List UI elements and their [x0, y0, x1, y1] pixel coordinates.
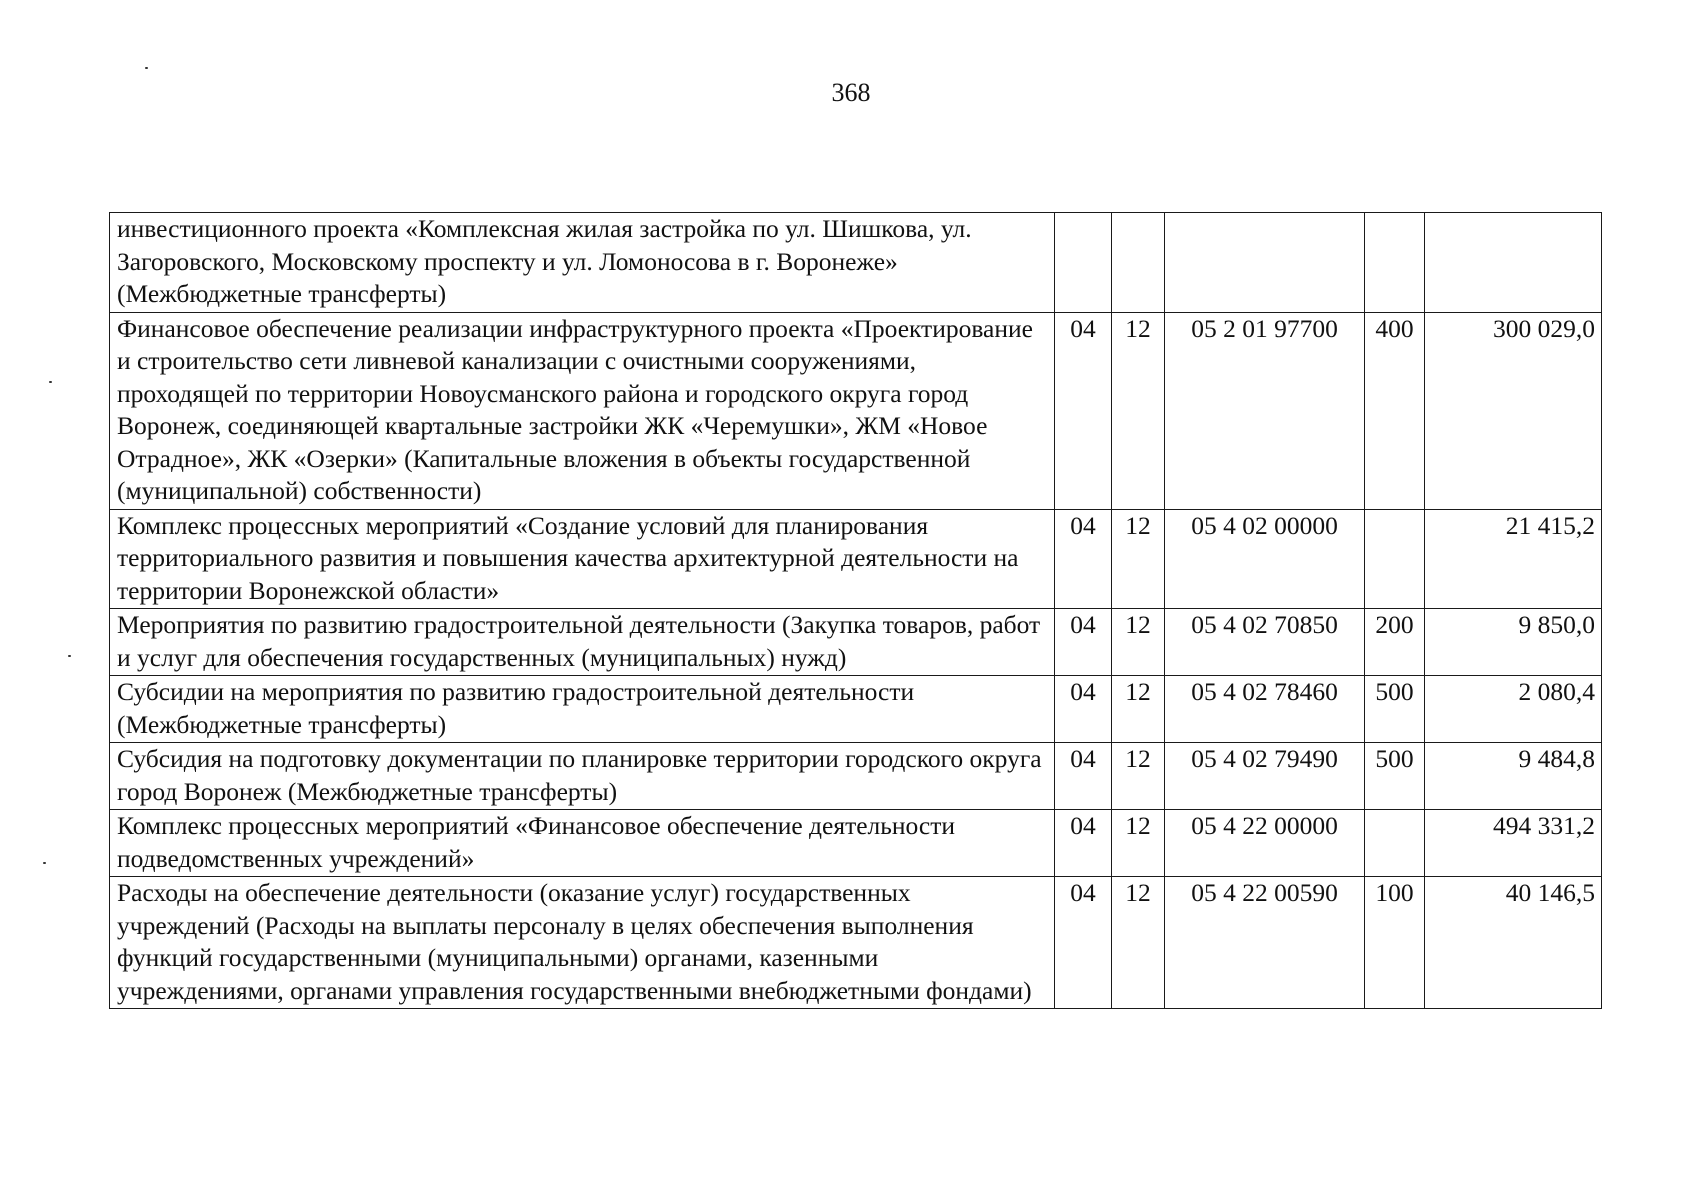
row-amount: 300 029,0 — [1425, 312, 1602, 509]
table-row — [110, 877, 1602, 1009]
row-target-article: 05 4 22 00000 — [1165, 810, 1365, 877]
table-row — [110, 509, 1602, 609]
row-subsection-code: 12 — [1112, 609, 1165, 676]
row-target-article: 05 4 22 00590 — [1165, 877, 1365, 1009]
row-description: Субсидии на мероприятия по развитию градостроительной деятельности (Межбюджетные трансферты) — [110, 676, 1055, 743]
row-amount: 40 146,5 — [1425, 877, 1602, 1009]
row-target-article: 05 4 02 79490 — [1165, 743, 1365, 810]
row-section-code — [1055, 213, 1112, 313]
row-expense-type — [1365, 213, 1425, 313]
row-subsection-code: 12 — [1112, 810, 1165, 877]
row-section-code: 04 — [1055, 509, 1112, 609]
scan-speck — [43, 862, 46, 864]
row-subsection-code — [1112, 213, 1165, 313]
row-section-code: 04 — [1055, 312, 1112, 509]
row-amount: 494 331,2 — [1425, 810, 1602, 877]
table-row — [110, 213, 1602, 313]
row-description: Финансовое обеспечение реализации инфраструктурного проекта «Проектирование и строительство сети ливневой канализации с очистными сооружениями, проходящей по территории Новоусманского района и городского округа город Воронеж, соединяющей квартальные застройки ЖК «Черемушки», ЖМ «Новое Отрадное», ЖК «Озерки» (Капитальные вложения в объекты государственной (муниципальной) собственности) — [110, 312, 1055, 509]
table-row — [110, 810, 1602, 877]
row-section-code: 04 — [1055, 877, 1112, 1009]
row-subsection-code: 12 — [1112, 877, 1165, 1009]
scan-speck — [145, 67, 148, 69]
row-expense-type: 500 — [1365, 676, 1425, 743]
row-amount: 2 080,4 — [1425, 676, 1602, 743]
table-body — [110, 213, 1602, 1009]
row-expense-type: 500 — [1365, 743, 1425, 810]
row-expense-type: 400 — [1365, 312, 1425, 509]
row-expense-type — [1365, 810, 1425, 877]
row-amount: 9 850,0 — [1425, 609, 1602, 676]
row-section-code: 04 — [1055, 743, 1112, 810]
row-target-article: 05 4 02 70850 — [1165, 609, 1365, 676]
row-description: Субсидия на подготовку документации по планировке территории городского округа город Воронеж (Межбюджетные трансферты) — [110, 743, 1055, 810]
row-description: Комплекс процессных мероприятий «Создание условий для планирования территориального развития и повышения качества архитектурной деятельности на территории Воронежской области» — [110, 509, 1055, 609]
row-expense-type: 200 — [1365, 609, 1425, 676]
row-section-code: 04 — [1055, 676, 1112, 743]
row-amount — [1425, 213, 1602, 313]
scan-speck — [68, 655, 71, 657]
row-description: Комплекс процессных мероприятий «Финансовое обеспечение деятельности подведомственных учреждений» — [110, 810, 1055, 877]
row-target-article: 05 4 02 00000 — [1165, 509, 1365, 609]
row-expense-type: 100 — [1365, 877, 1425, 1009]
scan-speck — [49, 381, 52, 383]
row-amount: 21 415,2 — [1425, 509, 1602, 609]
table-row — [110, 312, 1602, 509]
row-section-code: 04 — [1055, 810, 1112, 877]
row-description: Мероприятия по развитию градостроительной деятельности (Закупка товаров, работ и услуг для обеспечения государственных (муниципальных) нужд) — [110, 609, 1055, 676]
row-subsection-code: 12 — [1112, 743, 1165, 810]
row-target-article: 05 4 02 78460 — [1165, 676, 1365, 743]
row-section-code: 04 — [1055, 609, 1112, 676]
table-row — [110, 676, 1602, 743]
row-expense-type — [1365, 509, 1425, 609]
table-row — [110, 743, 1602, 810]
row-amount: 9 484,8 — [1425, 743, 1602, 810]
row-target-article — [1165, 213, 1365, 313]
table-row — [110, 609, 1602, 676]
budget-table — [109, 212, 1602, 1009]
row-description: инвестиционного проекта «Комплексная жилая застройка по ул. Шишкова, ул. Загоровского, Московскому проспекту и ул. Ломоносова в г. Воронеже» (Межбюджетные трансферты) — [110, 213, 1055, 313]
row-target-article: 05 2 01 97700 — [1165, 312, 1365, 509]
row-description: Расходы на обеспечение деятельности (оказание услуг) государственных учреждений (Расходы на выплаты персоналу в целях обеспечения выполнения функций государственными (муниципальными) органами, казенными учреждениями, органами управления государственными внебюджетными фондами) — [110, 877, 1055, 1009]
row-subsection-code: 12 — [1112, 312, 1165, 509]
row-subsection-code: 12 — [1112, 509, 1165, 609]
row-subsection-code: 12 — [1112, 676, 1165, 743]
page-number: 368 — [831, 78, 871, 107]
